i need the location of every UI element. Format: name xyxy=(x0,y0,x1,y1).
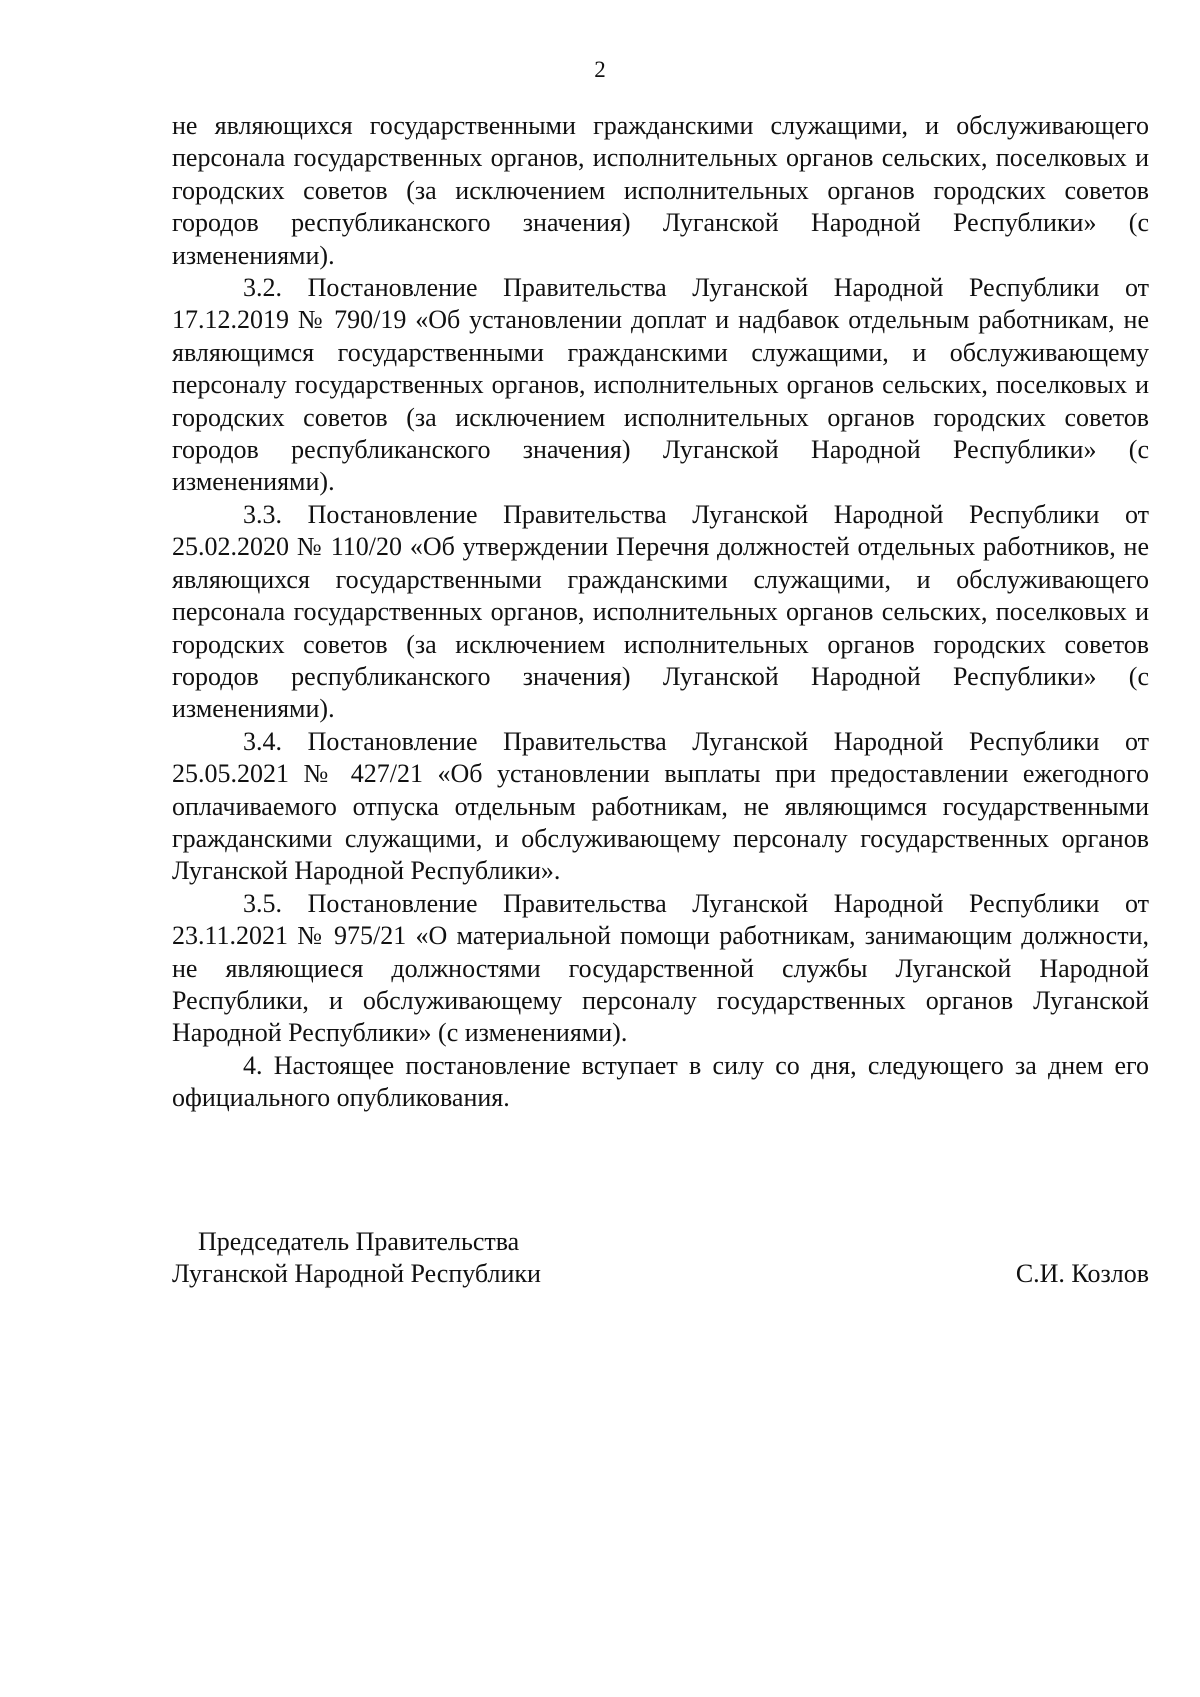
signatory-name: С.И. Козлов xyxy=(1015,1259,1149,1289)
paragraph-item-3-5: 3.5. Постановление Правительства Луганской Народной Республики от 23.11.2021 № 975/21 «О материальной помощи работникам, занимающим должности, не являющиеся должностями государственной службы Луганской Народной Республики, и обслуживающему персоналу государственных органов Луганской Народной Республики» (с изменениями). xyxy=(172,888,1149,1048)
paragraph-item-4: 4. Настоящее постановление вступает в силу со дня, следующего за днем его официального опубликования. xyxy=(172,1050,1149,1113)
signature-block xyxy=(172,1226,1149,1291)
paragraph-item-3-3: 3.3. Постановление Правительства Луганской Народной Республики от 25.02.2020 № 110/20 «Об утверждении Перечня должностей отдельных работников, не являющихся государственными гражданскими служащими, и обслуживающего персонала государственных органов, исполнительных органов сельских, поселковых и городских советов (за исключением исполнительных органов городских советов городов республиканского значения) Луганской Народной Республики» (с изменениями). xyxy=(172,499,1149,724)
paragraph-item-3-2: 3.2. Постановление Правительства Луганской Народной Республики от 17.12.2019 № 790/19 «Об установлении доплат и надбавок отдельным работникам, не являющимся государственными гражданскими служащими, и обслуживающему персоналу государственных органов, исполнительных органов сельских, поселковых и городских советов (за исключением исполнительных органов городских советов городов республиканского значения) Луганской Народной Республики» (с изменениями). xyxy=(172,273,1149,497)
signature-row xyxy=(172,1258,1149,1290)
signatory-title-line-2: Луганской Народной Республики xyxy=(172,1259,541,1289)
signatory-title-line-1: Председатель Правительства xyxy=(198,1227,520,1256)
paragraph-item-3-4: 3.4. Постановление Правительства Луганской Народной Республики от 25.05.2021 № 427/21 «Об установлении выплаты при предоставлении ежегодного оплачиваемого отпуска отдельным работникам, не являющимся государственными гражданскими служащими, и обслуживающему персоналу государственных органов Луганской Народной Республики». xyxy=(172,726,1149,886)
document-body xyxy=(172,110,1149,1115)
page-number: 2 xyxy=(594,57,606,82)
paragraph-continuation: не являющихся государственными гражданскими служащими, и обслуживающего персонала государственных органов, исполнительных органов сельских, поселковых и городских советов (за исключением исполнительных органов городских советов городов республиканского значения) Луганской Народной Республики» (с изменениями). xyxy=(172,111,1149,270)
